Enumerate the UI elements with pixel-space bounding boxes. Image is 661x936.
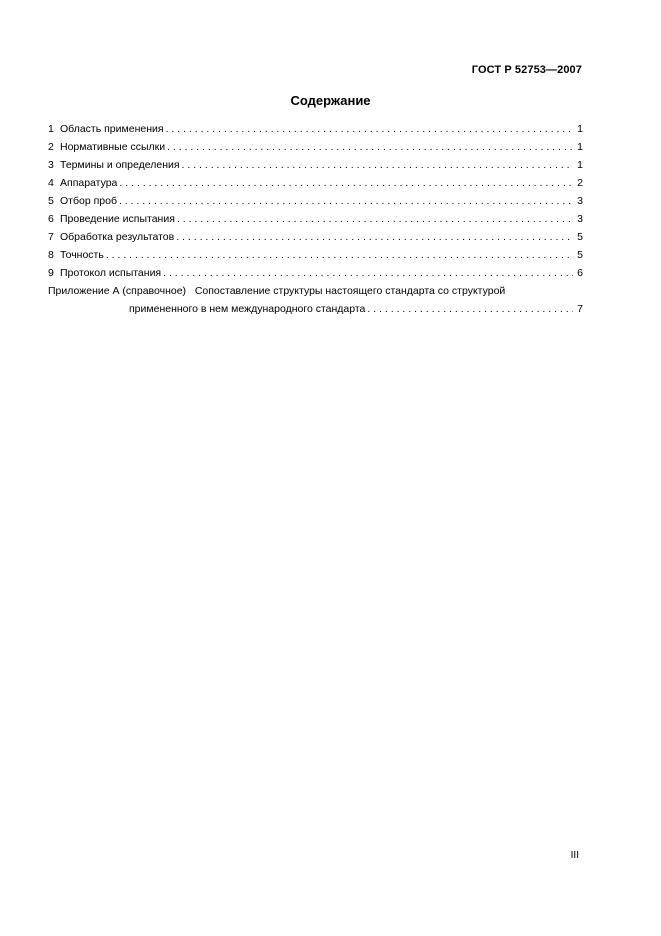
toc-entry-precision[interactable] — [48, 246, 583, 264]
toc-entry-number: 4 — [48, 177, 54, 189]
toc-entry-number: 6 — [48, 213, 54, 225]
toc-entry-label — [48, 264, 161, 282]
toc-entry-appendix-a[interactable] — [48, 282, 583, 318]
toc-entry-label — [48, 192, 117, 210]
toc-entry-number: 8 — [48, 249, 54, 261]
toc-entry-number: 3 — [48, 159, 54, 171]
toc-entry-page: 5 — [577, 231, 583, 243]
toc-entry-title: Область применения — [60, 123, 164, 135]
appendix-title-line1: Сопоставление структуры настоящего стандарта со структурой — [194, 285, 506, 297]
toc-entry-page: 3 — [577, 195, 583, 207]
toc-entry-label — [48, 138, 165, 156]
toc-entry-label — [48, 210, 175, 228]
toc-leader-dots — [367, 300, 573, 318]
toc-leader-dots — [163, 264, 573, 282]
toc-entry-page: 3 — [577, 213, 583, 225]
toc-entry-title: Точность — [60, 249, 104, 261]
toc-entry-label — [48, 174, 117, 192]
toc-entry-page: 2 — [577, 177, 583, 189]
toc-entry-page: 1 — [577, 123, 583, 135]
toc-entry-label — [48, 246, 104, 264]
toc-entry-page: 1 — [577, 159, 583, 171]
toc-entry-title: Протокол испытания — [60, 267, 162, 279]
toc-entry-title: Аппаратура — [60, 177, 118, 189]
toc-leader-dots — [166, 120, 573, 138]
toc-entry-label — [48, 120, 164, 138]
appendix-second-line — [48, 300, 583, 318]
table-of-contents — [48, 120, 583, 318]
toc-entry-page: 7 — [577, 303, 583, 315]
toc-entry-number: 9 — [48, 267, 54, 279]
toc-entry-test-report[interactable] — [48, 264, 583, 282]
toc-leader-dots — [119, 192, 573, 210]
toc-entry-test-procedure[interactable] — [48, 210, 583, 228]
toc-entry-number: 5 — [48, 195, 54, 207]
toc-entry-title: Проведение испытания — [60, 213, 175, 225]
toc-leader-dots — [182, 156, 573, 174]
toc-leader-dots — [176, 228, 573, 246]
document-header: ГОСТ Р 52753—2007 — [471, 64, 582, 76]
toc-leader-dots — [119, 174, 573, 192]
toc-leader-dots — [167, 138, 573, 156]
appendix-first-line — [48, 282, 583, 300]
appendix-title-line2: примененного в нем международного стандарта — [129, 303, 366, 315]
toc-entry-title: Обработка результатов — [60, 231, 175, 243]
toc-entry-label — [48, 156, 180, 174]
toc-entry-terms[interactable] — [48, 156, 583, 174]
toc-entry-sampling[interactable] — [48, 192, 583, 210]
page-number: III — [570, 850, 579, 861]
toc-entry-scope[interactable] — [48, 120, 583, 138]
toc-leader-dots — [177, 210, 573, 228]
toc-entry-title: Отбор проб — [60, 195, 117, 207]
toc-entry-number: 7 — [48, 231, 54, 243]
toc-entry-page: 1 — [577, 141, 583, 153]
toc-entry-normative-references[interactable] — [48, 138, 583, 156]
toc-entry-results-processing[interactable] — [48, 228, 583, 246]
toc-leader-dots — [106, 246, 573, 264]
appendix-prefix: Приложение А (справочное) — [48, 285, 187, 297]
toc-entry-page: 5 — [577, 249, 583, 261]
toc-entry-apparatus[interactable] — [48, 174, 583, 192]
toc-entry-title: Термины и определения — [60, 159, 180, 171]
toc-entry-number: 1 — [48, 123, 54, 135]
toc-entry-title: Нормативные ссылки — [60, 141, 166, 153]
toc-entry-label — [48, 228, 174, 246]
page-title: Содержание — [290, 93, 371, 108]
toc-entry-number: 2 — [48, 141, 54, 153]
toc-entry-page: 6 — [577, 267, 583, 279]
